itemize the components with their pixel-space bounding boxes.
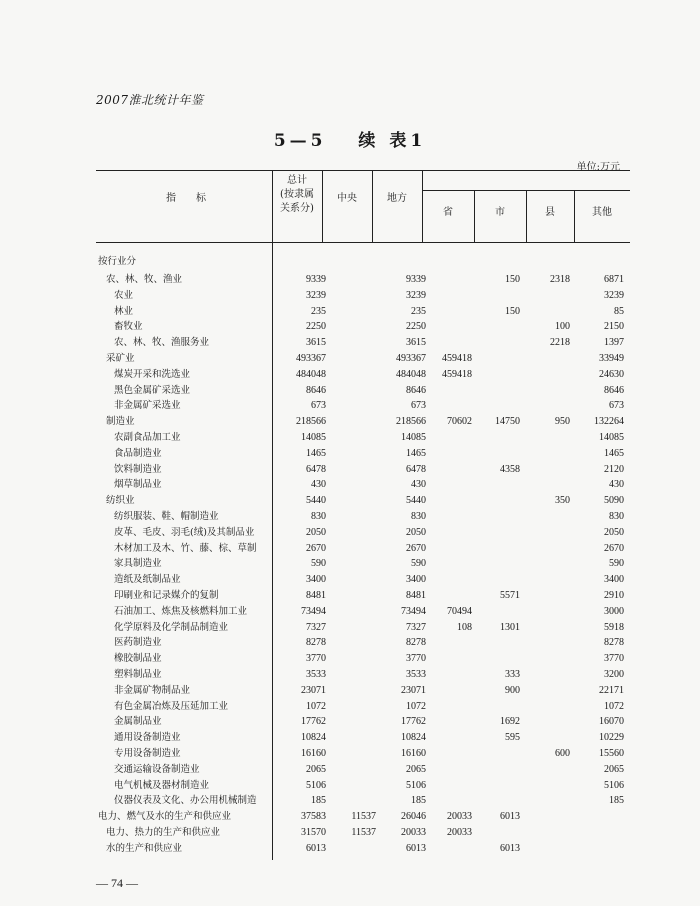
- cell-local: 1465: [406, 447, 426, 459]
- table-row: [96, 288, 630, 303]
- cell-city: 595: [505, 732, 520, 744]
- cell-total: 37583: [301, 811, 326, 823]
- running-head: 2007淮北统计年鉴: [96, 93, 204, 107]
- row-label: 化学原料及化学制品制造业: [114, 621, 229, 633]
- row-label: 水的生产和供应业: [106, 842, 183, 854]
- cell-city: 150: [505, 305, 520, 317]
- row-label: 农业: [114, 289, 134, 301]
- row-label: 交通运输设备制造业: [114, 763, 200, 775]
- table-row: [96, 319, 630, 334]
- row-label: 木材加工及木、竹、藤、棕、草制: [114, 542, 257, 554]
- cell-local: 14085: [401, 432, 426, 443]
- cell-total: 484048: [296, 368, 326, 380]
- cell-other: 185: [609, 795, 624, 807]
- cell-other: 1397: [604, 337, 624, 349]
- cell-other: 2120: [604, 463, 624, 475]
- cell-local: 26046: [401, 811, 426, 823]
- cell-province: 70602: [447, 416, 472, 428]
- cell-province: 459418: [442, 353, 472, 364]
- row-label: 家具制造业: [114, 558, 162, 570]
- table-row: [96, 809, 630, 824]
- cell-other: 132264: [594, 416, 624, 428]
- cell-county: 2318: [550, 274, 570, 285]
- cell-other: 830: [609, 511, 624, 522]
- cell-local: 73494: [401, 605, 426, 617]
- row-label: 电气机械及器材制造业: [114, 779, 210, 791]
- table-row: [96, 556, 630, 571]
- cell-local: 2670: [406, 542, 426, 554]
- cell-other: 2150: [604, 321, 624, 333]
- cell-other: 85: [614, 305, 624, 317]
- cell-other: 10229: [599, 732, 624, 744]
- cell-total: 10824: [301, 732, 326, 744]
- cell-total: 1465: [306, 447, 326, 459]
- row-label: 金属制品业: [114, 716, 162, 728]
- cell-city: 4358: [500, 463, 520, 475]
- row-label: 纺织业: [106, 495, 135, 507]
- cell-other: 2065: [604, 763, 624, 775]
- table-row: [96, 699, 630, 714]
- header-province: 省: [443, 207, 453, 218]
- page-number: — 74 —: [96, 876, 138, 890]
- cell-other: 15560: [599, 748, 624, 759]
- row-label: 农副食品加工业: [114, 432, 181, 443]
- cell-city: 14750: [495, 416, 520, 428]
- cell-local: 7327: [406, 621, 426, 633]
- cell-local: 2250: [406, 321, 426, 333]
- cell-local: 3239: [406, 289, 426, 301]
- row-label: 农、林、牧、渔服务业: [114, 337, 210, 349]
- table-row: [96, 714, 630, 729]
- cell-province: 70494: [447, 605, 472, 617]
- table-row: [96, 383, 630, 398]
- table-row: [96, 762, 630, 777]
- cell-local: 673: [411, 400, 426, 412]
- row-label: 纺织服装、鞋、帽制造业: [114, 511, 219, 522]
- cell-local: 5440: [406, 495, 426, 507]
- header-county: 县: [545, 207, 555, 218]
- row-label: 医药制造业: [114, 637, 162, 649]
- cell-local: 6013: [406, 842, 426, 854]
- row-label: 印刷业和记录媒介的复制: [114, 590, 219, 601]
- row-label: 橡胶制品业: [114, 653, 162, 665]
- cell-local: 2065: [406, 763, 426, 775]
- table-row: [96, 841, 630, 856]
- cell-total: 2670: [306, 542, 326, 554]
- cell-city: 333: [505, 669, 520, 680]
- row-label: 石油加工、炼焦及核燃料加工业: [114, 605, 248, 617]
- cell-province: 20033: [447, 811, 472, 823]
- table-row: [96, 477, 630, 492]
- table-row: [96, 493, 630, 508]
- row-label: 烟草制品业: [114, 479, 162, 491]
- cell-local: 6478: [406, 463, 426, 475]
- row-label: 林业: [114, 305, 134, 317]
- row-label: 采矿业: [106, 353, 135, 364]
- cell-total: 3615: [306, 337, 326, 349]
- table-row: [96, 604, 630, 619]
- table-row: [96, 588, 630, 603]
- table-row: [96, 509, 630, 524]
- row-label: 造纸及纸制品业: [114, 574, 181, 586]
- cell-local: 8646: [406, 384, 426, 396]
- table-top-rule: [96, 170, 630, 171]
- cell-local: 3770: [406, 653, 426, 665]
- cell-total: 8481: [306, 590, 326, 601]
- cell-other: 2670: [604, 542, 624, 554]
- cell-other: 430: [609, 479, 624, 491]
- cell-local: 590: [411, 558, 426, 570]
- cell-local: 3615: [406, 337, 426, 349]
- header-total-line2: (按隶属: [280, 189, 314, 200]
- cell-total: 3239: [306, 289, 326, 301]
- table-row: [96, 825, 630, 840]
- cell-city: 6013: [500, 842, 520, 854]
- cell-total: 3770: [306, 653, 326, 665]
- cell-total: 493367: [296, 353, 326, 364]
- cell-other: 22171: [599, 684, 624, 696]
- cell-local: 3400: [406, 574, 426, 586]
- cell-total: 8646: [306, 384, 326, 396]
- table-row: [96, 525, 630, 540]
- cell-province: 108: [457, 621, 472, 633]
- table-row: [96, 778, 630, 793]
- cell-total: 218566: [296, 416, 326, 428]
- section-title: 按行业分: [98, 256, 137, 267]
- row-label: 黑色金属矿采选业: [114, 384, 191, 396]
- cell-local: 17762: [401, 716, 426, 728]
- header-local: 地方: [387, 193, 407, 204]
- cell-total: 3400: [306, 574, 326, 586]
- unit-label: 单位:万元: [576, 162, 620, 173]
- cell-total: 8278: [306, 637, 326, 649]
- cell-city: 5571: [500, 590, 520, 601]
- row-label: 制造业: [106, 416, 135, 428]
- table-row: [96, 398, 630, 413]
- table-row: [96, 304, 630, 319]
- cell-local: 484048: [396, 368, 426, 380]
- header-central: 中央: [337, 193, 357, 204]
- cell-total: 3533: [306, 669, 326, 680]
- cell-local: 430: [411, 479, 426, 491]
- cell-total: 2250: [306, 321, 326, 333]
- cell-county: 350: [555, 495, 570, 507]
- row-label: 有色金属冶炼及压延加工业: [114, 700, 229, 712]
- cell-total: 9339: [306, 274, 326, 285]
- row-label: 饮料制造业: [114, 463, 162, 475]
- cell-city: 6013: [500, 811, 520, 823]
- cell-other: 8278: [604, 637, 624, 649]
- cell-other: 5918: [604, 621, 624, 633]
- cell-other: 3239: [604, 289, 624, 301]
- cell-other: 5090: [604, 495, 624, 507]
- section-row: [96, 254, 630, 269]
- row-label: 专用设备制造业: [114, 748, 181, 759]
- cell-county: 600: [555, 748, 570, 759]
- cell-other: 1465: [604, 447, 624, 459]
- cell-total: 1072: [306, 700, 326, 712]
- cell-local: 5106: [406, 779, 426, 791]
- cell-total: 830: [311, 511, 326, 522]
- cell-other: 3000: [604, 605, 624, 617]
- cell-total: 673: [311, 400, 326, 412]
- cell-other: 5106: [604, 779, 624, 791]
- cell-province: 20033: [447, 827, 472, 838]
- cell-other: 24630: [599, 368, 624, 380]
- cell-total: 590: [311, 558, 326, 570]
- row-label: 仪器仪表及文化、办公用机械制造: [114, 795, 257, 807]
- row-label: 农、林、牧、渔业: [106, 274, 183, 285]
- cell-local: 16160: [401, 748, 426, 759]
- row-label: 电力、热力的生产和供应业: [106, 827, 221, 838]
- row-label: 非金属矿采选业: [114, 400, 181, 412]
- column-divider-total: [322, 170, 323, 242]
- cell-local: 10824: [401, 732, 426, 744]
- cell-city: 1692: [500, 716, 520, 728]
- table-row: [96, 793, 630, 808]
- table-row: [96, 683, 630, 698]
- header-total: [272, 174, 322, 216]
- cell-other: 3770: [604, 653, 624, 665]
- table-row: [96, 541, 630, 556]
- cell-county: 100: [555, 321, 570, 333]
- table-row: [96, 335, 630, 350]
- row-label: 煤炭开采和洗选业: [114, 368, 191, 380]
- cell-total: 2050: [306, 526, 326, 538]
- cell-other: 3200: [604, 669, 624, 680]
- cell-other: 8646: [604, 384, 624, 396]
- cell-total: 17762: [301, 716, 326, 728]
- cell-other: 2050: [604, 526, 624, 538]
- table-row: [96, 430, 630, 445]
- cell-other: 33949: [599, 353, 624, 364]
- table-row: [96, 651, 630, 666]
- row-label: 畜牧业: [114, 321, 143, 333]
- cell-province: 459418: [442, 368, 472, 380]
- table-row: [96, 367, 630, 382]
- table-row: [96, 446, 630, 461]
- cell-central: 11537: [351, 811, 376, 823]
- cell-other: 2910: [604, 590, 624, 601]
- table-row: [96, 746, 630, 761]
- cell-total: 6478: [306, 463, 326, 475]
- table-row: [96, 667, 630, 682]
- cell-total: 185: [311, 795, 326, 807]
- cell-county: 2218: [550, 337, 570, 349]
- row-label: 食品制造业: [114, 447, 162, 459]
- table-row: [96, 572, 630, 587]
- table-row: [96, 620, 630, 635]
- cell-other: 6871: [604, 274, 624, 285]
- cell-local: 1072: [406, 700, 426, 712]
- table-row: [96, 462, 630, 477]
- row-label: 电力、燃气及水的生产和供应业: [98, 811, 232, 823]
- cell-total: 5440: [306, 495, 326, 507]
- cell-county: 950: [555, 416, 570, 428]
- cell-local: 8278: [406, 637, 426, 649]
- cell-total: 14085: [301, 432, 326, 443]
- cell-local: 9339: [406, 274, 426, 285]
- table-row: [96, 414, 630, 429]
- cell-local: 8481: [406, 590, 426, 601]
- cell-total: 5106: [306, 779, 326, 791]
- cell-total: 2065: [306, 763, 326, 775]
- cell-total: 7327: [306, 621, 326, 633]
- cell-local: 493367: [396, 353, 426, 364]
- cell-local: 3533: [406, 669, 426, 680]
- table-row: [96, 272, 630, 287]
- cell-other: 590: [609, 558, 624, 570]
- column-divider-central: [372, 170, 373, 242]
- cell-other: 1072: [604, 700, 624, 712]
- header-city: 市: [495, 207, 505, 218]
- row-label: 非金属矿物制品业: [114, 684, 191, 696]
- table-row: [96, 730, 630, 745]
- cell-other: 16070: [599, 716, 624, 728]
- cell-local: 235: [411, 305, 426, 317]
- cell-local: 218566: [396, 416, 426, 428]
- header-bottom-rule: [96, 242, 630, 243]
- row-label: 通用设备制造业: [114, 732, 181, 744]
- cell-local: 23071: [401, 684, 426, 696]
- header-indicator: 指 标: [166, 193, 206, 204]
- table-row: [96, 635, 630, 650]
- table-title-text: 续 表1: [358, 131, 427, 151]
- cell-total: 16160: [301, 748, 326, 759]
- row-label: 皮革、毛皮、羽毛(绒)及其制品业: [114, 526, 255, 538]
- cell-total: 73494: [301, 605, 326, 617]
- cell-total: 430: [311, 479, 326, 491]
- cell-other: 673: [609, 400, 624, 412]
- cell-other: 14085: [599, 432, 624, 443]
- cell-city: 150: [505, 274, 520, 285]
- cell-local: 20033: [401, 827, 426, 838]
- table-row: [96, 351, 630, 366]
- table-title: [0, 126, 700, 151]
- table-number: 5—5: [273, 131, 327, 151]
- header-total-line1: 总计: [287, 175, 307, 186]
- header-total-line3: 关系分): [280, 203, 314, 214]
- row-label: 塑料制品业: [114, 669, 162, 680]
- cell-total: 31570: [301, 827, 326, 838]
- cell-total: 235: [311, 305, 326, 317]
- cell-local: 830: [411, 511, 426, 522]
- cell-central: 11537: [351, 827, 376, 838]
- cell-total: 6013: [306, 842, 326, 854]
- header-other: 其他: [592, 207, 612, 218]
- cell-local: 185: [411, 795, 426, 807]
- cell-city: 1301: [500, 621, 520, 633]
- cell-local: 2050: [406, 526, 426, 538]
- cell-other: 3400: [604, 574, 624, 586]
- cell-city: 900: [505, 684, 520, 696]
- cell-total: 23071: [301, 684, 326, 696]
